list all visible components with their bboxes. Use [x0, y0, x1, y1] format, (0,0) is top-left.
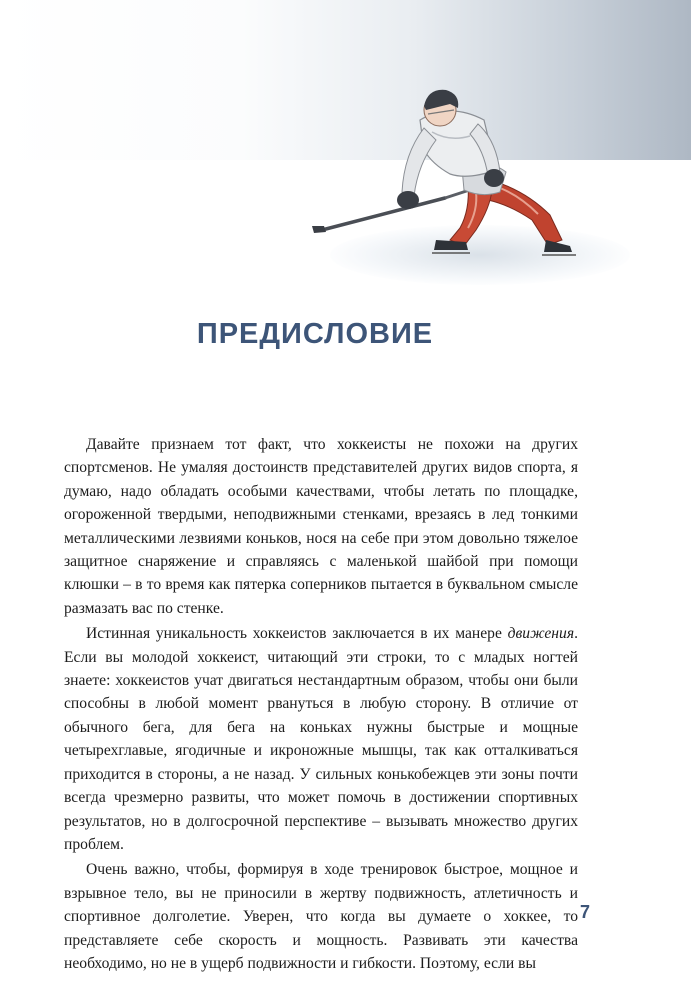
paragraph-1: Давайте признаем тот факт, что хоккеисты не похожи на других спортсменов. Не умаляя достоинств представителей других видов спорта, я думаю, надо обладать особыми качествами, чтобы летать по площадке, огороженной твердыми, неподвижными стенками, врезаясь в лед тонкими металлическими лезвиями коньков, нося на себе при этом довольно тяжелое защитное снаряжение и справляясь с маленькой шайбой при помощи клюшки – в то время как пятерка соперников пытается в буквальном смысле размазать вас по стенке. [64, 436, 578, 617]
paragraph-2-emphasis: движения [507, 625, 575, 643]
paragraph-2 [64, 622, 578, 856]
body-text [64, 433, 578, 977]
paragraph-2-start: Истинная уникальность хоккеистов заключается в их манере [86, 625, 508, 643]
hockey-player-illustration [300, 80, 600, 280]
paragraph-2-rest: . Если вы молодой хоккеист, читающий эти строки, то с младых ногтей знаете: хоккеистов учат двигаться нестандартным образом, чтобы они были способны в любой момент рвануться в любую сторону. В отличие от обычного бега, для бега на коньках нужны быстрые и мощные четырехглавые, ягодичные и икроножные мышцы, так как отталкиваться приходится в стороны, а не назад. У сильных конькобежцев эти зоны почти всегда чрезмерно развиты, что может помочь в достижении спортивных результатов, но в долгосрочной перспективе – вызывать множество других проблем. [64, 625, 578, 853]
page-number: 7 [580, 902, 591, 922]
page-title: ПРЕДИСЛОВИЕ [196, 318, 434, 350]
paragraph-3: Очень важно, чтобы, формируя в ходе тренировок быстрое, мощное и взрывное тело, вы не приносили в жертву подвижность, атлетичность и спортивное долголетие. Уверен, что когда вы думаете о хоккее, то представляете себе скорость и мощность. Развивать эти качества необходимо, но не в ущерб подвижности и гибкости. Поэтому, если вы [64, 861, 578, 972]
